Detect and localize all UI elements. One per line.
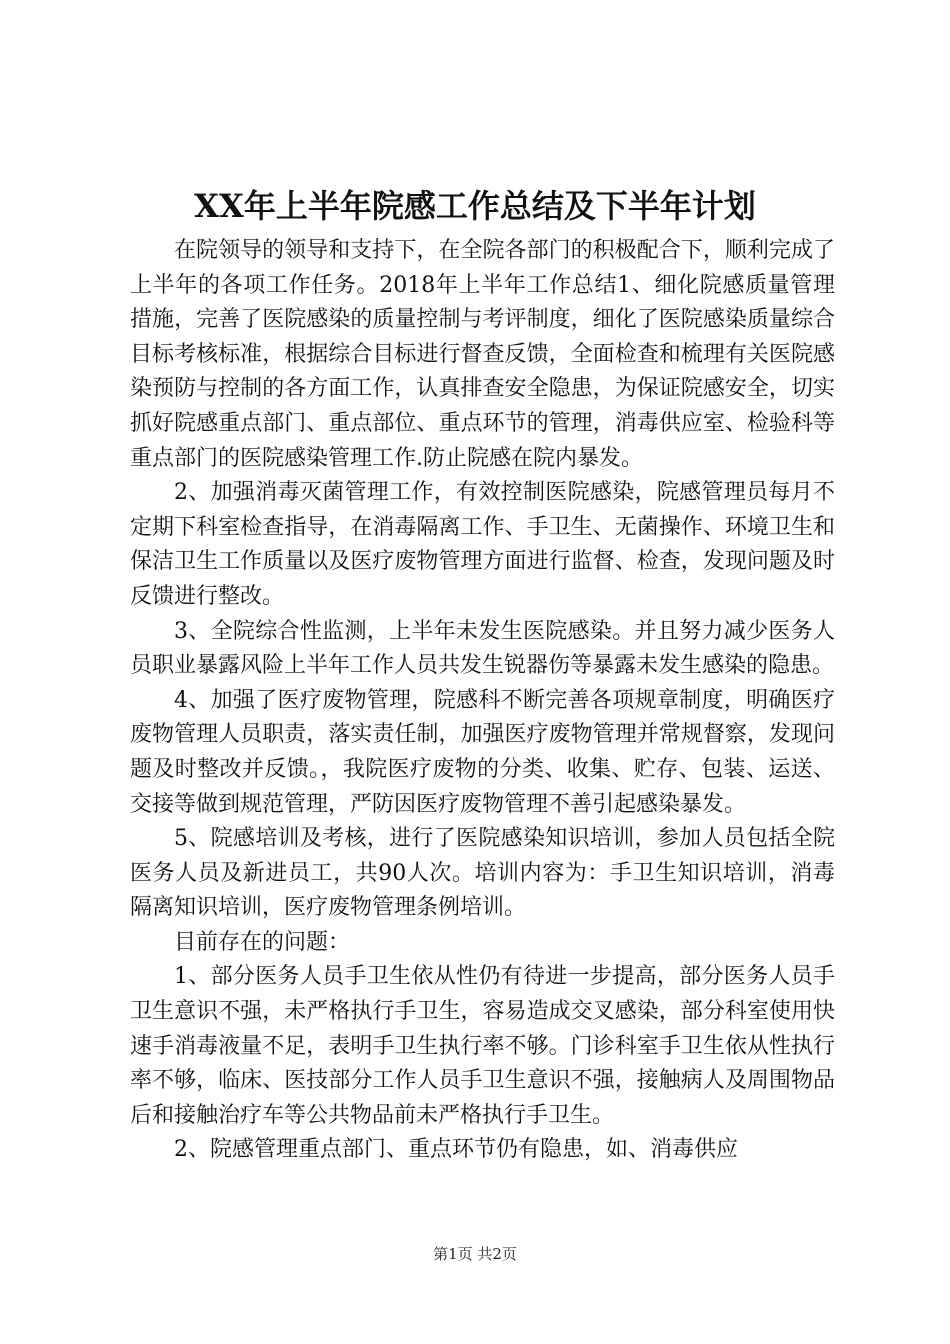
paragraph-item-3: 3、全院综合性监测，上半年未发生医院感染。并且努力减少医务人员职业暴露风险上半年工作人员共发生锐器伤等暴露未发生感染的隐患。 <box>130 618 835 679</box>
paragraph-problem-1: 1、部分医务人员手卫生依从性仍有待进一步提高，部分医务人员手卫生意识不强，未严格执行手卫生，容易造成交叉感染，部分科室使用快速手消毒液量不足，表明手卫生执行率不够。门诊科室手卫生依从性执行率不够，临床、医技部分工作人员手卫生意识不强，接触病人及周围物品后和接触治疗车等公共物品前未严格执行手卫生。 <box>130 964 835 1128</box>
paragraph-item-4: 4、加强了医疗废物管理，院感科不断完善各项规章制度，明确医疗废物管理人员职责，落实责任制，加强医疗废物管理并常规督察，发现问题及时整改并反馈。，我院医疗废物的分类、收集、贮存、包装、运送、交接等做到规范管理，严防因医疗废物管理不善引起感染暴发。 <box>130 687 835 817</box>
paragraph-problem-2: 2、院感管理重点部门、重点环节仍有隐患，如、消毒供应 <box>174 1137 738 1163</box>
document-title: XX年上半年院感工作总结及下半年计划 <box>194 187 756 225</box>
paragraph-intro: 在院领导的领导和支持下，在全院各部门的积极配合下，顺利完成了上半年的各项工作任务。2018年上半年工作总结1、细化院感质量管理措施，完善了医院感染的质量控制与考评制度，细化了医院感染质量综合目标考核标准，根据综合目标进行督查反馈，全面检查和梳理有关医院感染预防与控制的各方面工作，认真排查安全隐患，为保证院感安全，切实抓好院感重点部门、重点部位、重点环节的管理，消毒供应室、检验科等重点部门的医院感染管理工作.防止院感在院内暴发。 <box>130 238 835 471</box>
document-body <box>130 234 835 1168</box>
paragraph-item-5: 5、院感培训及考核，进行了医院感染知识培训，参加人员包括全院医务人员及新进员工，共90人次。培训内容为：手卫生知识培训，消毒隔离知识培训，医疗废物管理条例培训。 <box>130 826 835 921</box>
paragraph-problems-heading: 目前存在的问题： <box>174 929 351 955</box>
paragraph-item-2: 2、加强消毒灭菌管理工作，有效控制医院感染，院感管理员每月不定期下科室检查指导，在消毒隔离工作、手卫生、无菌操作、环境卫生和保洁卫生工作质量以及医疗废物管理方面进行监督、检查，发现问题及时反馈进行整改。 <box>130 480 835 609</box>
page-footer: 第1页 共2页 <box>433 1245 517 1263</box>
